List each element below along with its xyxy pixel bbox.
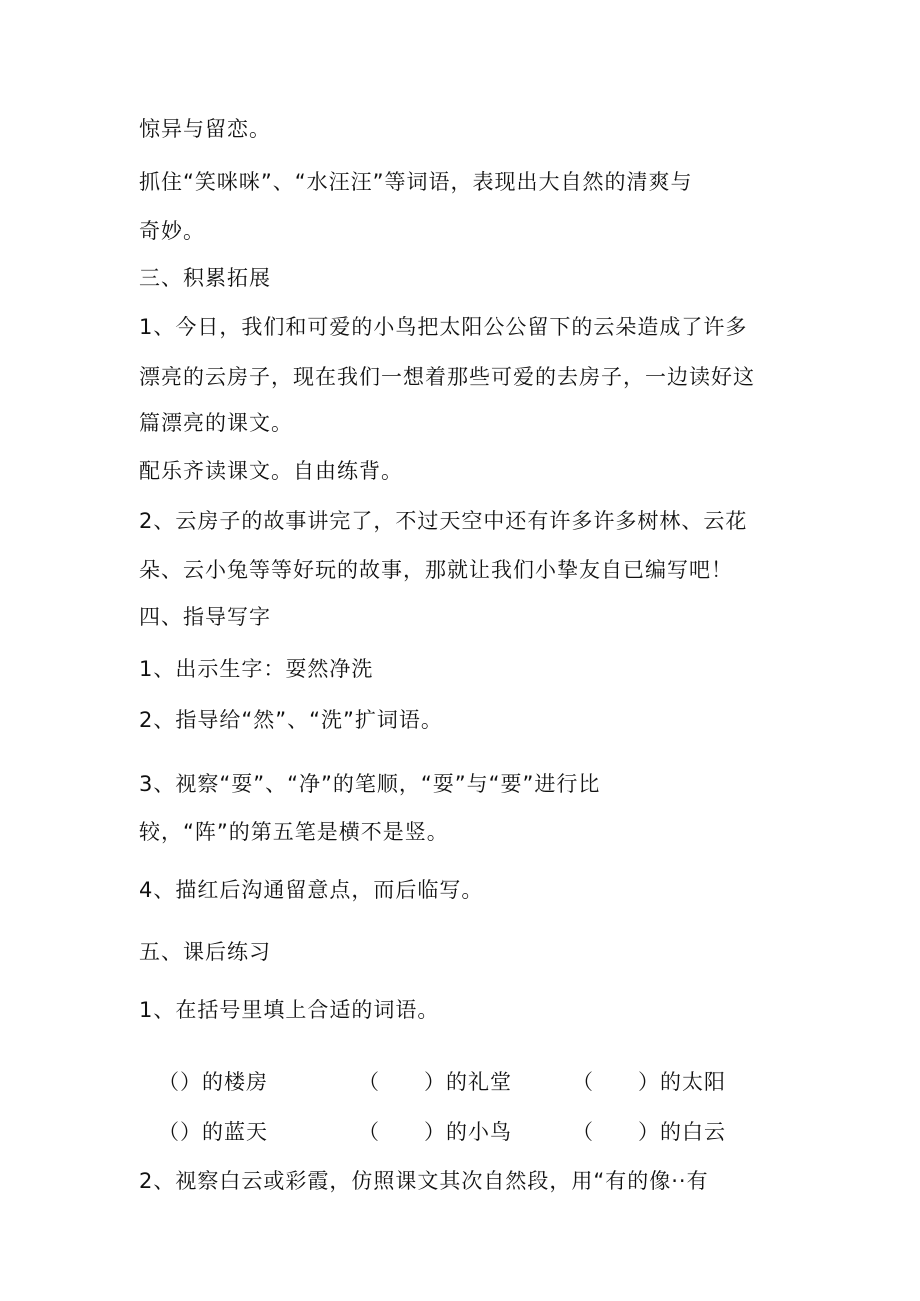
fill-blank-item: （）的蓝天 — [158, 1120, 268, 1144]
text-line: 2、视察白云或彩霞，仿照课文其次自然段，用“有的像··有 — [139, 1169, 709, 1193]
fill-blank-item: （ ）的小鸟 — [358, 1120, 512, 1144]
text-line: 奇妙。 — [139, 219, 205, 243]
text-line: 惊异与留恋。 — [139, 117, 271, 141]
text-line: 1、今日，我们和可爱的小鸟把太阳公公留下的云朵造成了许多 — [139, 315, 748, 339]
fill-blank-item: （ ）的礼堂 — [358, 1070, 512, 1094]
text-line: 1、出示生字：耍然净洗 — [139, 657, 374, 681]
fill-blank-item: （ ）的白云 — [572, 1120, 726, 1144]
text-line: 配乐齐读课文。自由练背。 — [139, 459, 403, 483]
section-heading: 三、积累拓展 — [139, 266, 271, 290]
section-heading: 四、指导写字 — [139, 605, 271, 629]
text-line: 抓住“笑咪咪”、“水汪汪”等词语，表现出大自然的清爽与 — [139, 170, 693, 194]
text-line: 较，“阵”的第五笔是横不是竖。 — [139, 820, 449, 844]
fill-blank-item: （）的楼房 — [158, 1070, 268, 1094]
text-line: 4、描红后沟通留意点，而后临写。 — [139, 878, 484, 902]
text-line: 朵、云小兔等等好玩的故事，那就让我们小挚友自已编写吧！ — [139, 558, 733, 582]
text-line: 2、指导给“然”、“洗”扩词语。 — [139, 708, 443, 732]
text-line: 3、视察“耍”、“净”的笔顺，“耍”与“要”进行比 — [139, 772, 601, 796]
text-line: 漂亮的云房子，现在我们一想着那些可爱的去房子，一边读好这 — [139, 365, 755, 389]
fill-blank-item: （ ）的太阳 — [572, 1070, 726, 1094]
text-line: 2、云房子的故事讲完了，不过天空中还有许多许多树林、云花 — [139, 509, 748, 533]
section-heading: 五、课后练习 — [139, 940, 271, 964]
text-line: 1、在括号里填上合适的词语。 — [139, 998, 440, 1022]
text-line: 篇漂亮的课文。 — [139, 411, 293, 435]
